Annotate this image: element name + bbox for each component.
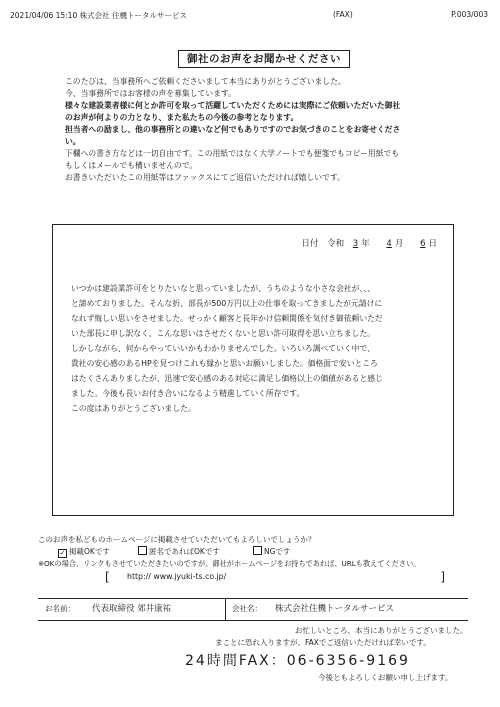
testimonial-line: 貴社の安心感のあるHPを見つけこれも縁かと思いお願いしました。価格面で安いところ — [71, 359, 378, 368]
option-ng[interactable] — [253, 546, 290, 557]
date-year: 3 — [352, 239, 359, 249]
company-label: 会社名： — [232, 604, 262, 613]
intro-text — [65, 76, 485, 184]
date-era: 令和 — [327, 239, 345, 249]
url-value[interactable]: http:// www.jyuki-ts.co.jp/ — [127, 572, 227, 581]
fax-tag: (FAX) — [333, 10, 353, 19]
date-row — [295, 237, 437, 249]
divider-top — [38, 598, 468, 599]
url-row — [105, 572, 445, 584]
divider-vertical — [225, 598, 226, 620]
name-label: お名前： — [45, 604, 75, 613]
testimonial-line: なれず悔しい思いをさせました。せっかく顧客と長年かけ信頼関係を気付き御依頼いただ — [71, 314, 383, 323]
option-anonymous-label: 匿名であればOKです — [149, 547, 220, 556]
intro-line: 様々な建設業者様に何とか許可を取って活躍していただくためには実際にご依頼いただいた御社 — [65, 101, 401, 110]
checkbox-anonymous[interactable] — [138, 546, 147, 555]
option-ng-label: NGです — [264, 547, 291, 556]
url-note: ※OKの場合、リンクもさせていただきたいのですが、御社がホームページをお持ちであれば、URLも教えてください。 — [38, 559, 421, 568]
fax-datetime: 2021/04/06 15:10 株式会社 住機トータルサービス — [10, 11, 187, 20]
testimonial-box — [52, 224, 454, 516]
option-ok[interactable] — [58, 546, 110, 558]
date-month-unit: 月 — [394, 239, 404, 249]
testimonial-line: いた部長に申し訳なく、こんな思いはさせたくないと思い許可取得を思い立ちました。 — [71, 329, 375, 338]
intro-line: のお声が何よりの力となり、また私たちの今後の参考となります。 — [65, 113, 299, 122]
date-label: 日付 — [301, 239, 319, 249]
divider-bottom — [38, 620, 468, 621]
closing-line: 今後ともよろしくお願い申し上げます。 — [318, 673, 453, 682]
testimonial-line: ました。今後も長いお付き合いになるよう精進していく所存です。 — [71, 389, 305, 398]
fax-request-line: まことに恐れ入りますが、FAXでご返信いただければ幸いです。 — [215, 638, 431, 647]
intro-line: 下欄への書き方などは一切自由です。この用紙ではなく大学ノートでも便箋でもコピー用紙でも — [65, 149, 400, 158]
option-anonymous[interactable] — [138, 546, 220, 557]
testimonial-line: いつかは建設業許可をとりたいなと思っていましたが、うちのような小さな会社が、、、 — [71, 284, 376, 293]
bracket-left: [ — [105, 570, 110, 584]
testimonial-line: しかしながら、何からやっていいかもわかりませんでした。いろいろ調べていく中で、 — [71, 344, 375, 353]
fax-header — [0, 10, 500, 22]
date-day-unit: 日 — [428, 239, 437, 249]
testimonial-line: この度はありがとうございました。 — [71, 404, 196, 413]
intro-line: 今、当事務所ではお客様の声を募集しています。 — [65, 89, 236, 98]
name-value: 代表取締役 郊井康祐 — [92, 604, 172, 614]
permission-question: このお声を私どものホームページに掲載させていただいてもよろしいでしょうか？ — [38, 535, 316, 544]
fax-page-number: P.003/003 — [451, 10, 488, 19]
testimonial-line: と諦めておりました。そんな折、部長が500万円以上の仕事を取ってきましたが元請けに — [71, 299, 383, 308]
checkbox-ok[interactable]: ✓ — [59, 549, 66, 557]
intro-line: 担当者への励まし、他の事務所との違いなど何でもありですのでお気づきのことをお寄せくださ — [65, 125, 401, 134]
testimonial-text — [71, 281, 441, 416]
testimonial-line: はたくさんありましたが、迅速で安心感のある対応に満足し価格以上の価値があると感じ — [71, 374, 383, 383]
option-ok-label: 掲載OKです — [69, 547, 110, 556]
intro-line: い。 — [65, 137, 81, 146]
company-value: 株式会社住機トータルサービス — [275, 604, 395, 614]
checkbox-ng[interactable] — [253, 546, 262, 555]
intro-line: このたびは、当事務所へご依頼くださいまして本当にありがとうございました。 — [65, 77, 346, 86]
intro-line: もしくはメールでも構いませんので。 — [65, 161, 198, 170]
intro-line: お書きいただいたこの用紙等はファックスにてご返信いただければ嬉しいです。 — [65, 173, 345, 182]
date-day: 6 — [420, 239, 426, 249]
page-title: 御社のお声をお聞かせください — [178, 50, 350, 68]
fax-number: 24時間FAX：06-6356-9169 — [185, 653, 410, 669]
thanks-line: お忙しいところ、本当にありがとうございました。 — [295, 626, 468, 635]
date-month: 4 — [386, 239, 392, 249]
date-year-unit: 年 — [361, 239, 370, 249]
bracket-right: ] — [440, 570, 445, 584]
